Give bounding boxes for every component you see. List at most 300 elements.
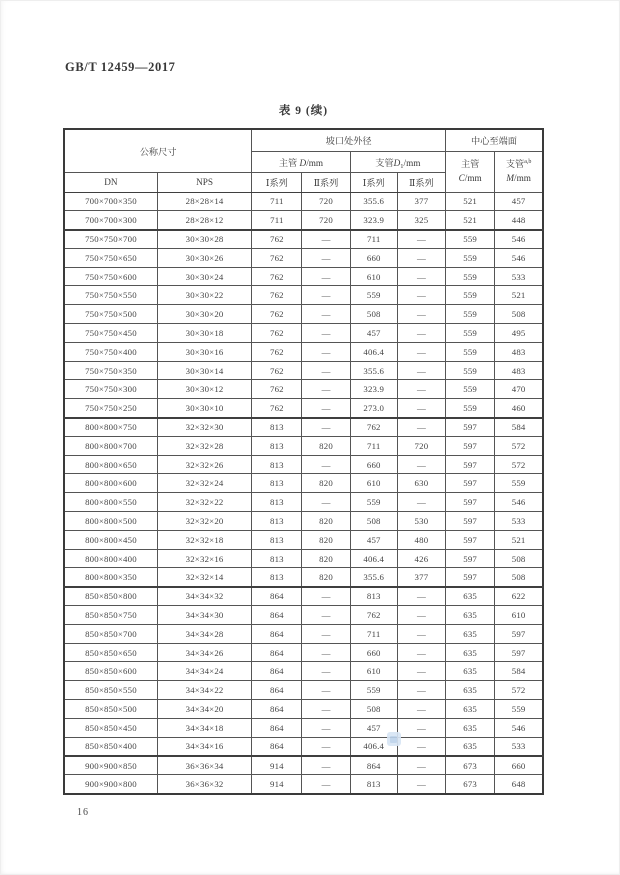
- table-cell: 635: [446, 624, 495, 643]
- table-body: [64, 192, 543, 794]
- header-center-to-end: 中心至端面: [446, 129, 543, 151]
- header-branch-m: [495, 151, 543, 192]
- main-c-label: 主管: [460, 159, 480, 170]
- table-cell: —: [302, 718, 350, 737]
- table-cell: 864: [252, 700, 302, 719]
- table-cell: 32×32×28: [157, 436, 251, 455]
- table-cell: 36×36×32: [157, 775, 251, 794]
- table-cell: 483: [495, 342, 543, 361]
- table-cell: —: [397, 286, 445, 305]
- table-cell: 30×30×28: [157, 230, 251, 249]
- table-cell: 36×36×34: [157, 756, 251, 775]
- table-cell: 32×32×20: [157, 512, 251, 531]
- table-cell: —: [397, 493, 445, 512]
- table-cell: 762: [252, 380, 302, 399]
- table-cell: 660: [350, 643, 397, 662]
- table-cell: 813: [252, 474, 302, 493]
- table-cell: —: [397, 624, 445, 643]
- table-cell: 750×750×600: [64, 267, 157, 286]
- table-cell: 521: [446, 192, 495, 211]
- table-cell: 559: [446, 342, 495, 361]
- table-cell: 323.9: [350, 211, 397, 230]
- header-branch-series2: Ⅱ系列: [397, 172, 445, 192]
- table-cell: 762: [252, 399, 302, 418]
- table-cell: 820: [302, 474, 350, 493]
- table-cell: 720: [302, 192, 350, 211]
- table-cell: 30×30×12: [157, 380, 251, 399]
- table-cell: —: [302, 624, 350, 643]
- table-cell: 460: [495, 399, 543, 418]
- header-branch-series1: Ⅰ系列: [350, 172, 397, 192]
- table-cell: 800×800×400: [64, 549, 157, 568]
- table-cell: 820: [302, 530, 350, 549]
- table-cell: 30×30×16: [157, 342, 251, 361]
- table-cell: 750×750×400: [64, 342, 157, 361]
- table-cell: 546: [495, 718, 543, 737]
- table-cell: 711: [252, 192, 302, 211]
- table-cell: 700×700×300: [64, 211, 157, 230]
- table-cell: 584: [495, 418, 543, 437]
- table-row: [64, 549, 543, 568]
- table-cell: 480: [397, 530, 445, 549]
- table-cell: 750×750×650: [64, 248, 157, 267]
- table-cell: 457: [350, 324, 397, 343]
- table-cell: 32×32×30: [157, 418, 251, 437]
- table-cell: 30×30×14: [157, 361, 251, 380]
- main-c-symbol: C: [458, 172, 465, 183]
- table-cell: 559: [446, 305, 495, 324]
- table-cell: —: [397, 267, 445, 286]
- table-row: [64, 681, 543, 700]
- table-cell: —: [302, 606, 350, 625]
- table-cell: 800×800×600: [64, 474, 157, 493]
- table-cell: 711: [252, 211, 302, 230]
- table-cell: 28×28×14: [157, 192, 251, 211]
- branch-pipe-label: 支管: [375, 157, 394, 168]
- table-cell: 597: [446, 549, 495, 568]
- table-cell: 622: [495, 587, 543, 606]
- table-cell: —: [302, 681, 350, 700]
- table-cell: 508: [350, 512, 397, 531]
- table-cell: 750×750×500: [64, 305, 157, 324]
- table-row: [64, 455, 543, 474]
- table-cell: 34×34×30: [157, 606, 251, 625]
- table-row: [64, 248, 543, 267]
- table-cell: —: [302, 342, 350, 361]
- table-row: [64, 399, 543, 418]
- table-cell: 864: [252, 643, 302, 662]
- table-cell: —: [302, 286, 350, 305]
- table-cell: 762: [252, 324, 302, 343]
- table-cell: 597: [495, 624, 543, 643]
- header-dn: DN: [64, 172, 157, 192]
- header-main-c: [446, 151, 495, 192]
- table-cell: 355.6: [350, 361, 397, 380]
- table-cell: 800×800×650: [64, 455, 157, 474]
- main-pipe-symbol: D: [299, 157, 307, 168]
- table-cell: 750×750×450: [64, 324, 157, 343]
- table-cell: 521: [495, 286, 543, 305]
- table-cell: —: [302, 587, 350, 606]
- table-cell: 508: [495, 549, 543, 568]
- table-row: [64, 662, 543, 681]
- table-cell: 28×28×12: [157, 211, 251, 230]
- table-cell: 720: [397, 436, 445, 455]
- table-row: [64, 436, 543, 455]
- branch-pipe-unit: /mm: [403, 157, 421, 168]
- table-cell: 572: [495, 681, 543, 700]
- table-cell: 457: [495, 192, 543, 211]
- table-cell: 635: [446, 662, 495, 681]
- table-cell: 850×850×800: [64, 587, 157, 606]
- table-cell: 850×850×750: [64, 606, 157, 625]
- table-cell: 34×34×32: [157, 587, 251, 606]
- table-cell: 406.4: [350, 549, 397, 568]
- table-cell: 533: [495, 267, 543, 286]
- table-cell: 597: [446, 436, 495, 455]
- table-cell: 30×30×22: [157, 286, 251, 305]
- table-cell: 850×850×500: [64, 700, 157, 719]
- table-cell: —: [397, 737, 445, 756]
- table-cell: —: [397, 342, 445, 361]
- table-cell: 820: [302, 568, 350, 587]
- table-cell: —: [397, 718, 445, 737]
- table-cell: 584: [495, 662, 543, 681]
- table-cell: 660: [495, 756, 543, 775]
- table-cell: 597: [446, 455, 495, 474]
- table-row: [64, 230, 543, 249]
- table-cell: 559: [350, 681, 397, 700]
- table-cell: 750×750×300: [64, 380, 157, 399]
- branch-m-label: 支管: [505, 159, 525, 170]
- table-row: [64, 568, 543, 587]
- table-cell: —: [302, 230, 350, 249]
- table-cell: —: [302, 455, 350, 474]
- table-cell: 30×30×10: [157, 399, 251, 418]
- table-cell: —: [302, 643, 350, 662]
- table-cell: 711: [350, 230, 397, 249]
- table-cell: 800×800×700: [64, 436, 157, 455]
- table-cell: —: [302, 775, 350, 794]
- table-cell: 850×850×700: [64, 624, 157, 643]
- table-cell: 559: [446, 267, 495, 286]
- table-row: [64, 775, 543, 794]
- table-cell: 813: [252, 568, 302, 587]
- table-cell: 30×30×26: [157, 248, 251, 267]
- table-cell: 508: [495, 568, 543, 587]
- table-cell: 572: [495, 455, 543, 474]
- table-cell: 610: [350, 662, 397, 681]
- table-cell: 508: [495, 305, 543, 324]
- table-cell: 470: [495, 380, 543, 399]
- table-cell: 533: [495, 512, 543, 531]
- table-cell: 30×30×20: [157, 305, 251, 324]
- table-cell: 323.9: [350, 380, 397, 399]
- table-cell: 914: [252, 756, 302, 775]
- table-cell: 521: [495, 530, 543, 549]
- header-nps: NPS: [157, 172, 251, 192]
- table-cell: 820: [302, 512, 350, 531]
- table-cell: 533: [495, 737, 543, 756]
- table-cell: 355.6: [350, 192, 397, 211]
- table-cell: 325: [397, 211, 445, 230]
- table-cell: 559: [446, 380, 495, 399]
- table-cell: 597: [446, 530, 495, 549]
- table-cell: 34×34×24: [157, 662, 251, 681]
- table-cell: 800×800×500: [64, 512, 157, 531]
- table-cell: —: [397, 606, 445, 625]
- header-groove-od: 坡口处外径: [252, 129, 446, 151]
- table-cell: 711: [350, 624, 397, 643]
- table-row: [64, 530, 543, 549]
- table-cell: 800×800×750: [64, 418, 157, 437]
- table-cell: 546: [495, 493, 543, 512]
- table-row: [64, 737, 543, 756]
- table-cell: 32×32×16: [157, 549, 251, 568]
- header-main-series2: Ⅱ系列: [302, 172, 350, 192]
- table-cell: 597: [446, 493, 495, 512]
- table-cell: —: [397, 324, 445, 343]
- table-cell: 700×700×350: [64, 192, 157, 211]
- watermark-logo: [387, 732, 401, 746]
- table-cell: 762: [252, 248, 302, 267]
- branch-m-footnote-marker: a,b: [524, 159, 532, 166]
- header-branch-pipe-d: [350, 151, 445, 172]
- table-cell: —: [397, 587, 445, 606]
- table-cell: —: [397, 399, 445, 418]
- table-cell: 864: [252, 587, 302, 606]
- table-cell: 457: [350, 530, 397, 549]
- table-cell: 34×34×22: [157, 681, 251, 700]
- table-cell: 635: [446, 681, 495, 700]
- table-cell: —: [397, 380, 445, 399]
- table-row: [64, 361, 543, 380]
- main-c-unit: /mm: [464, 172, 482, 183]
- table-cell: —: [397, 756, 445, 775]
- table-cell: 273.0: [350, 399, 397, 418]
- table-cell: 34×34×18: [157, 718, 251, 737]
- branch-m-unit: /mm: [514, 172, 531, 183]
- table-cell: 610: [350, 267, 397, 286]
- table-cell: 495: [495, 324, 543, 343]
- header-main-series1: Ⅰ系列: [252, 172, 302, 192]
- table-cell: 426: [397, 549, 445, 568]
- table-cell: 864: [350, 756, 397, 775]
- table-cell: 521: [446, 211, 495, 230]
- table-row: [64, 756, 543, 775]
- table-row: [64, 624, 543, 643]
- table-cell: 648: [495, 775, 543, 794]
- table-cell: 660: [350, 455, 397, 474]
- table-cell: 546: [495, 230, 543, 249]
- table-cell: 673: [446, 775, 495, 794]
- table-cell: 762: [252, 305, 302, 324]
- table-row: [64, 718, 543, 737]
- table-cell: 32×32×24: [157, 474, 251, 493]
- table-cell: 597: [495, 643, 543, 662]
- table-cell: 559: [350, 286, 397, 305]
- table-cell: 610: [350, 474, 397, 493]
- table-cell: 630: [397, 474, 445, 493]
- table-row: [64, 474, 543, 493]
- table-cell: —: [302, 756, 350, 775]
- table-cell: 34×34×20: [157, 700, 251, 719]
- table-cell: 635: [446, 587, 495, 606]
- table-cell: —: [302, 380, 350, 399]
- table-cell: 864: [252, 737, 302, 756]
- table-cell: 32×32×18: [157, 530, 251, 549]
- table-cell: —: [302, 361, 350, 380]
- table-cell: 850×850×400: [64, 737, 157, 756]
- table-row: [64, 286, 543, 305]
- table-cell: 813: [252, 436, 302, 455]
- table-cell: 813: [350, 587, 397, 606]
- table-header: [64, 129, 543, 192]
- header-main-pipe-d: [252, 151, 350, 172]
- table-cell: 32×32×22: [157, 493, 251, 512]
- table-cell: 572: [495, 436, 543, 455]
- table-cell: 597: [446, 418, 495, 437]
- table-cell: 635: [446, 643, 495, 662]
- table-cell: 457: [350, 718, 397, 737]
- table-cell: 750×750×550: [64, 286, 157, 305]
- table-cell: 813: [252, 512, 302, 531]
- table-cell: 720: [302, 211, 350, 230]
- table-cell: 750×750×700: [64, 230, 157, 249]
- table-cell: —: [397, 418, 445, 437]
- table-cell: 762: [252, 267, 302, 286]
- table-cell: 559: [495, 700, 543, 719]
- table-row: [64, 267, 543, 286]
- table-row: [64, 493, 543, 512]
- table-row: [64, 211, 543, 230]
- table-cell: 900×900×800: [64, 775, 157, 794]
- table-cell: 914: [252, 775, 302, 794]
- table-cell: 820: [302, 549, 350, 568]
- standard-code: GB/T 12459—2017: [65, 60, 176, 74]
- table-cell: 762: [252, 342, 302, 361]
- main-pipe-label: 主管: [278, 157, 300, 168]
- table-row: [64, 380, 543, 399]
- table-cell: 559: [350, 493, 397, 512]
- table-cell: 406.4: [350, 737, 397, 756]
- table-cell: —: [302, 700, 350, 719]
- table-cell: 800×800×550: [64, 493, 157, 512]
- branch-m-symbol: M: [506, 172, 515, 183]
- table-cell: 813: [252, 530, 302, 549]
- table-row: [64, 512, 543, 531]
- table-cell: —: [302, 737, 350, 756]
- table-cell: 559: [446, 230, 495, 249]
- table-cell: —: [302, 662, 350, 681]
- table-cell: 800×800×450: [64, 530, 157, 549]
- table-cell: 762: [350, 418, 397, 437]
- table-cell: 813: [252, 418, 302, 437]
- table-cell: —: [397, 681, 445, 700]
- branch-pipe-symbol: D: [393, 157, 401, 168]
- table-cell: 34×34×26: [157, 643, 251, 662]
- table-title: 表 9 (续): [278, 105, 329, 117]
- table-cell: 660: [350, 248, 397, 267]
- table-cell: 813: [252, 455, 302, 474]
- table-cell: 30×30×18: [157, 324, 251, 343]
- table-cell: 750×750×350: [64, 361, 157, 380]
- table-cell: 34×34×16: [157, 737, 251, 756]
- table-cell: 559: [495, 474, 543, 493]
- table-cell: —: [302, 418, 350, 437]
- table-cell: 508: [350, 305, 397, 324]
- table-cell: 800×800×350: [64, 568, 157, 587]
- table-cell: —: [302, 248, 350, 267]
- table-cell: 864: [252, 718, 302, 737]
- table-cell: 377: [397, 568, 445, 587]
- table-cell: 864: [252, 606, 302, 625]
- table-row: [64, 342, 543, 361]
- table-cell: 711: [350, 436, 397, 455]
- table-cell: 597: [446, 568, 495, 587]
- main-pipe-unit: /mm: [306, 157, 324, 168]
- table-cell: —: [397, 248, 445, 267]
- table-cell: 559: [446, 324, 495, 343]
- table-cell: 635: [446, 606, 495, 625]
- table-cell: —: [302, 324, 350, 343]
- table-cell: 850×850×550: [64, 681, 157, 700]
- table-cell: —: [397, 230, 445, 249]
- table-row: [64, 418, 543, 437]
- table-cell: 864: [252, 681, 302, 700]
- table-cell: 406.4: [350, 342, 397, 361]
- table-cell: 559: [446, 286, 495, 305]
- table-cell: 30×30×24: [157, 267, 251, 286]
- table-cell: 559: [446, 248, 495, 267]
- table-row: [64, 587, 543, 606]
- table-cell: 850×850×600: [64, 662, 157, 681]
- page-number: 16: [77, 807, 89, 818]
- table-cell: 32×32×14: [157, 568, 251, 587]
- table-cell: 750×750×250: [64, 399, 157, 418]
- table-cell: 32×32×26: [157, 455, 251, 474]
- table-cell: 864: [252, 624, 302, 643]
- table-row: [64, 192, 543, 211]
- table-row: [64, 606, 543, 625]
- table-cell: —: [397, 700, 445, 719]
- table-cell: 850×850×450: [64, 718, 157, 737]
- table-cell: 635: [446, 700, 495, 719]
- table-cell: —: [397, 305, 445, 324]
- table-cell: 762: [252, 286, 302, 305]
- table-cell: 448: [495, 211, 543, 230]
- table-cell: —: [302, 493, 350, 512]
- table-cell: 508: [350, 700, 397, 719]
- table-cell: 813: [252, 549, 302, 568]
- table-cell: —: [397, 455, 445, 474]
- table-cell: —: [397, 643, 445, 662]
- table-cell: 762: [252, 361, 302, 380]
- table-cell: 673: [446, 756, 495, 775]
- table-cell: 813: [252, 493, 302, 512]
- table-cell: —: [302, 399, 350, 418]
- table-cell: 597: [446, 474, 495, 493]
- table-cell: —: [397, 662, 445, 681]
- table-cell: 813: [350, 775, 397, 794]
- table-cell: 559: [446, 399, 495, 418]
- table-cell: —: [397, 775, 445, 794]
- table-cell: 900×900×850: [64, 756, 157, 775]
- branch-pipe-subscript: 1: [400, 162, 404, 170]
- table-cell: 762: [350, 606, 397, 625]
- table-cell: 597: [446, 512, 495, 531]
- table-cell: —: [397, 361, 445, 380]
